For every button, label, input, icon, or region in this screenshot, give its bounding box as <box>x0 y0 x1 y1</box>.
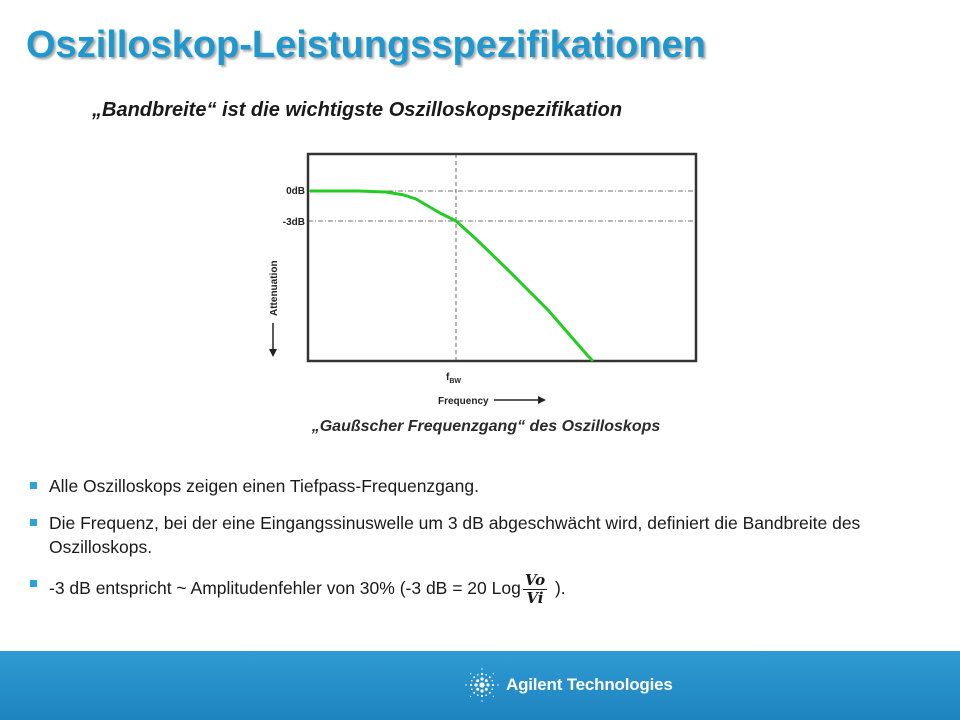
zero-db-label: 0dB <box>286 186 305 197</box>
y-axis-arrowhead <box>269 349 277 357</box>
response-curve <box>310 191 593 361</box>
bandwidth-label-sub: BW <box>449 378 462 385</box>
voltage-ratio-fraction <box>523 572 547 607</box>
minus3-db-label: -3dB <box>282 217 305 228</box>
bullet-text-end: ). <box>550 578 566 599</box>
slide-title: Oszilloskop-Leistungsspezifikationen <box>26 24 706 66</box>
bullet-marker <box>30 519 37 526</box>
bullet-text: -3 dB entspricht ~ Amplitudenfehler von 30% (-3 dB = 20 Log <box>49 578 521 599</box>
fraction-denominator: Vi <box>526 589 544 607</box>
bullet-item <box>30 474 910 498</box>
plot-frame <box>308 154 696 361</box>
frequency-response-chart <box>258 148 708 410</box>
logo-text: Agilent Technologies <box>506 675 673 694</box>
bandwidth-label <box>446 372 461 385</box>
x-axis-arrowhead <box>538 396 546 404</box>
bandwidth-label-main: f <box>446 372 450 383</box>
bullet-text: Alle Oszilloskops zeigen einen Tiefpass-Frequenzgang. <box>49 476 479 496</box>
fraction-numerator: Vo <box>524 571 546 589</box>
chart-caption: „Gaußscher Frequenzgang“ des Oszilloskops <box>311 418 661 435</box>
bullet-text: Die Frequenz, bei der eine Eingangssinuswelle um 3 dB abgeschwächt wird, definiert die Bandbreite des Oszilloskops. <box>49 513 861 557</box>
slide-subtitle: „Bandbreite“ ist die wichtigste Oszilloskopspezifikation <box>92 99 623 121</box>
bullet-item <box>30 511 910 559</box>
x-axis-label: Frequency <box>438 396 489 407</box>
bullet-marker <box>30 482 37 489</box>
bullet-list <box>30 474 910 620</box>
y-axis-label: Attenuation <box>269 260 280 316</box>
bullet-item <box>30 572 910 607</box>
spark-icon <box>462 665 502 705</box>
footer-bar <box>0 651 960 720</box>
agilent-logo <box>462 663 673 707</box>
bullet-marker <box>30 580 37 587</box>
